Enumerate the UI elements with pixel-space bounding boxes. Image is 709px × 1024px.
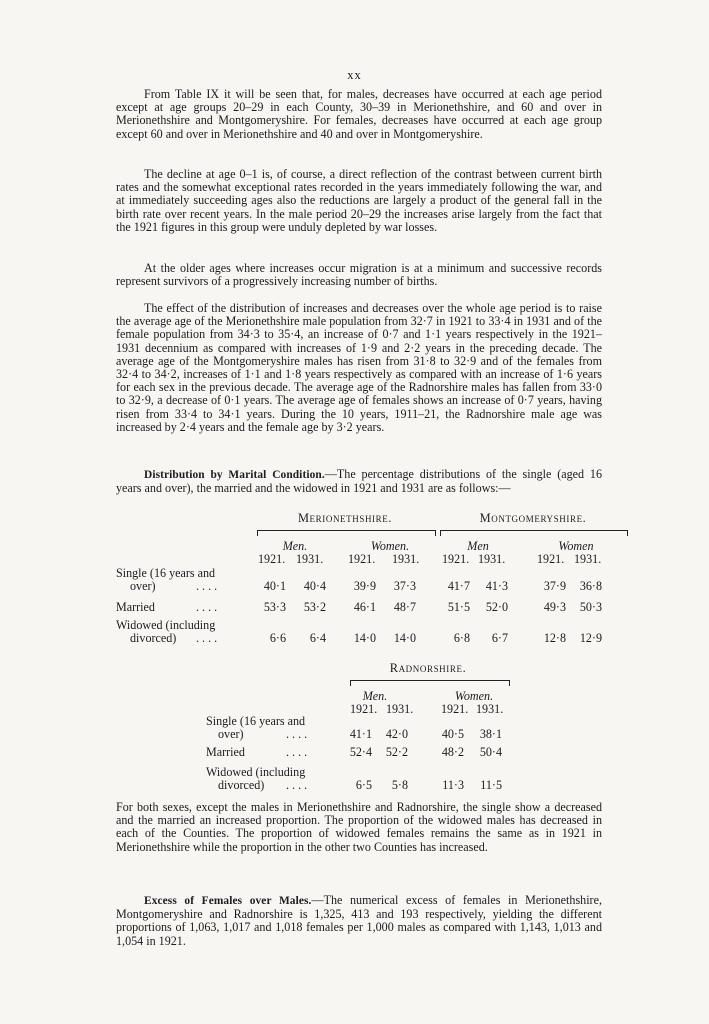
value-cell: 46·1 [353,600,376,614]
row-label-single-cont: over) [130,579,156,593]
row-label-widowed: Widowed (including [116,618,216,632]
year-1921: 1921. [350,702,378,716]
year-1931: 1931. [296,552,324,566]
header-men-merioneth: Men. [282,539,308,553]
value-cell: 53·3 [263,600,286,614]
paragraph-excess-females [116,894,602,948]
row-dots: . . . . [196,579,218,593]
paragraph-decline-age: The decline at age 0–1 is, of course, a direct reflection of the contrast between current birth rates and the somewhat exceptional rates recorded in the years immediately following the war, and at immediately succeeding ages also the reductions are largely a product of the general fall in the birth rate over recent years. In the male period 20–29 the increases arise largely from the fact that the 1921 figures in this group were unduly depleted by war losses. [116,167,602,234]
paragraph-table-ix: From Table IX it will be seen that, for males, decreases have occurred at each age period except at age groups 20–29 in each County, 30–39 in Merionethshire, and 60 and over in Merionethshire and Montgomeryshire. For females, decreases have occurred at each age group except 60 and over in Merionethshire and 40 and over in Montgomeryshire. [116,87,602,141]
paragraph-older-ages: At the older ages where increases occur migration is at a minimum and successive records represent survivors of a progressively increasing number of births. [116,261,602,289]
value-cell: 11·5 [480,778,502,792]
value-cell: 38·1 [479,727,502,741]
value-cell: 42·0 [385,727,408,741]
header-women-radnor: Women. [454,689,494,703]
value-cell: 50·4 [479,745,502,759]
county-header-radnorshire: Radnorshire. [389,661,467,675]
year-1921: 1921. [537,552,565,566]
year-1931: 1931. [386,702,414,716]
paragraph-excess-text: —The numerical excess of females in Merionethshire, Montgomeryshire and Radnorshire is 1,325, 413 and 193 respectively, yielding the different proportions of 1,063, 1,017 and 1,018 females per 1,000 males as compared with 1,143, 1,013 and 1,054 in 1921. [116,893,602,948]
brace-radnorshire [350,680,510,686]
year-1931: 1931. [392,552,420,566]
header-women-montgomery: Women [558,539,594,553]
value-cell: 6·5 [355,778,372,792]
row-dots: . . . . [286,745,308,759]
header-women-merioneth: Women. [370,539,410,553]
row-label-widowed: Widowed (including [206,765,306,779]
value-cell: 6·4 [309,631,326,645]
value-cell: 40·5 [441,727,464,741]
year-1931: 1931. [574,552,602,566]
county-header-montgomeryshire: Montgomeryshire. [479,511,587,525]
year-1921: 1921. [441,702,469,716]
value-cell: 14·0 [353,631,376,645]
year-1921: 1921. [258,552,286,566]
header-men-radnor: Men. [362,689,388,703]
value-cell: 36·8 [579,579,602,593]
row-dots: . . . . [196,631,218,645]
value-cell: 41·3 [485,579,508,593]
value-cell: 6·6 [269,631,286,645]
row-dots: . . . . [286,727,308,741]
value-cell: 6·7 [491,631,508,645]
header-men-montgomery: Men [467,539,489,553]
paragraph-average-age: The effect of the distribution of increases and decreases over the whole age period is to raise the average age of the Merionethshire male population from 32·7 in 1921 to 33·4 in 1931 and of the female population from 34·3 to 35·4, an increase of 0·7 and 1·1 years respectively in the 1921–1931 decennium as compared with increases of 1·9 and 2·2 years in the preceding decade. The average age of the Montgomeryshire males has risen from 31·8 to 32·9 and of the females from 32·4 to 34·2, increases of 1·1 and 1·8 years respectively as compared with an increase of 1·6 years for each sex in the previous decade. The average age of the Radnorshire males has fallen from 33·0 to 32·9, a decrease of 0·1 years. The average age of females shows an increase of 0·7 years, having risen from 33·4 to 34·1 years. During the 10 years, 1911–21, the Radnorshire male age was increased by 2·4 years and the female age by 3·2 years. [116,301,602,434]
county-header-merionethshire: Merionethshire. [297,511,393,525]
paragraph-marital-text: —The percentage distributions of the single (aged 16 years and over), the married and the widowed in 1921 and 1931 are as follows:— [116,467,602,496]
row-label-single: Single (16 years and [206,714,306,728]
row-label-married: Married [116,600,155,614]
value-cell: 40·1 [263,579,286,593]
row-label-married: Married [206,745,245,759]
value-cell: 39·9 [353,579,376,593]
value-cell: 40·4 [303,579,326,593]
value-cell: 49·3 [543,600,566,614]
row-label-single: Single (16 years and [116,566,216,580]
row-label-widowed-cont: divorced) [218,778,265,792]
heading-marital-condition: Distribution by Marital Condition. [144,469,325,481]
row-dots: . . . . [286,778,308,792]
year-1931: 1931. [476,702,504,716]
value-cell: 50·3 [579,600,602,614]
value-cell: 12·8 [543,631,566,645]
value-cell: 41·1 [349,727,372,741]
value-cell: 48·2 [441,745,464,759]
row-label-single-cont: over) [218,727,244,741]
value-cell: 37·9 [543,579,566,593]
value-cell: 14·0 [393,631,416,645]
row-label-widowed-cont: divorced) [130,631,177,645]
value-cell: 51·5 [447,600,470,614]
paragraph-both-sexes: For both sexes, except the males in Merionethshire and Radnorshire, the single show a decreased and the married an increased proportion. The proportion of the widowed males has decreased in each of the Counties. The proportion of widowed females remains the same as in 1921 in Merionethshire while the proportion in the other two Counties has increased. [116,800,602,854]
value-cell: 37·3 [393,579,416,593]
value-cell: 41·7 [447,579,470,593]
value-cell: 52·0 [485,600,508,614]
value-cell: 11·3 [442,778,464,792]
page-number: xx [347,68,362,82]
value-cell: 53·2 [303,600,326,614]
value-cell: 5·8 [391,778,408,792]
value-cell: 12·9 [579,631,602,645]
year-1921: 1921. [442,552,470,566]
value-cell: 52·4 [349,745,372,759]
heading-excess-females: Excess of Females over Males. [144,895,312,907]
row-dots: . . . . [196,600,218,614]
value-cell: 52·2 [385,745,408,759]
value-cell: 48·7 [393,600,416,614]
year-1931: 1931. [478,552,506,566]
year-1921: 1921. [348,552,376,566]
value-cell: 6·8 [453,631,470,645]
